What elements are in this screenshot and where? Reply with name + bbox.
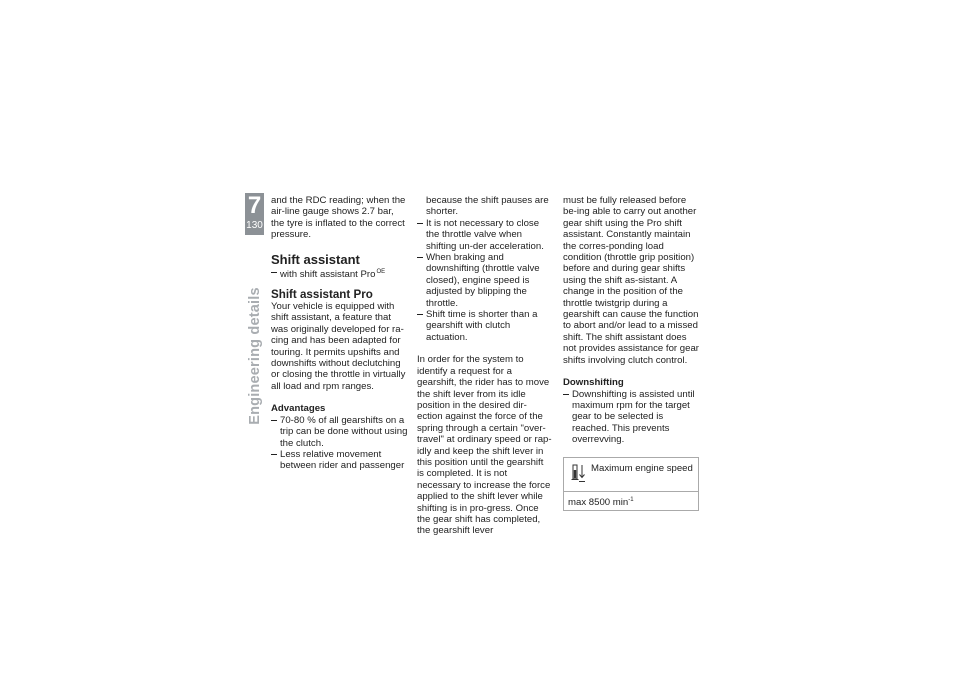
option-text: with shift assistant Pro xyxy=(280,268,376,280)
chapter-side-title xyxy=(244,287,266,425)
description-paragraph: Your vehicle is equipped with shift assistant, a feature that was originally developed for ra-cing and has been adapted for touring. It permits upshifts and downshifts without declutching or closing the throttle in virtually all load and rpm ranges. xyxy=(271,301,406,392)
downshifting-list xyxy=(563,389,701,446)
release-paragraph: must be fully released before be-ing able to carry out another gear shift using the Pro shift assistant. Constantly maintain the corres-ponding load condition (throttle grip position) before and during gear shifts using the shift as-sistant. A change in the position of the throttle twistgrip during a gearshift can cause the function to abort and/or lead to a missed shift. The shift assistant does not provides assistance for gear shifts involving clutch control. xyxy=(563,195,699,366)
spec-table xyxy=(563,457,699,511)
spec-table-header xyxy=(564,458,698,492)
chapter-number: 7 xyxy=(247,192,262,219)
list-item: It is not necessary to close the throttle valve when shifting un-der acceleration. xyxy=(417,218,552,252)
chapter-side-title-text: Engineering details xyxy=(247,287,263,425)
chapter-tab xyxy=(245,193,264,235)
downshifting-heading: Downshifting xyxy=(563,377,624,389)
section-heading: Shift assistant xyxy=(271,251,360,267)
spec-value-text: max 8500 min xyxy=(568,496,629,508)
advantages-list-continued xyxy=(417,218,552,343)
column-3 xyxy=(563,195,701,511)
spec-label: Maximum engine speed xyxy=(591,462,693,474)
subsection-heading: Shift assistant Pro xyxy=(271,288,373,302)
list-item: Shift time is shorter than a gearshift with clutch actuation. xyxy=(417,309,552,343)
list-item: 70-80 % of all gearshifts on a trip can be done without using the clutch. xyxy=(271,415,409,449)
list-item: When braking and downshifting (throttle valve closed), engine speed is adjusted by blipping the throttle. xyxy=(417,252,552,309)
list-item: Downshifting is assisted until maximum rpm for the target gear to be selected is reached. This prevents overrevving. xyxy=(563,389,701,446)
column-2 xyxy=(417,195,552,537)
spec-value xyxy=(564,492,698,510)
advantages-list xyxy=(271,415,409,472)
page-number: 130 xyxy=(246,220,263,231)
intro-paragraph: and the RDC reading; when the air-line gauge shows 2.7 bar, the tyre is inflated to the correct pressure. xyxy=(271,195,406,241)
advantages-heading: Advantages xyxy=(271,403,326,415)
list-item: Less relative movement between rider and passenger xyxy=(271,449,409,472)
option-list xyxy=(271,267,409,280)
option-item xyxy=(271,267,409,280)
spec-unit-exponent: -1 xyxy=(628,496,634,503)
column-1 xyxy=(271,195,409,472)
gearshift-paragraph: In order for the system to identify a request for a gearshift, the rider has to move the shift lever from its idle position in the desired dir-ection against the force of the spring through a certain "over-travel" at ordinary speed or rap-idly and keep the shift lever in this position until the gearshift is completed. It is not necessary to increase the force applied to the shift lever while shifting is in pro-gress. Once the gear shift has completed, the gearshift lever xyxy=(417,354,552,537)
oe-mark: OE xyxy=(376,268,386,275)
gear-shift-icon xyxy=(571,462,587,484)
continuation-text: because the shift pauses are shorter. xyxy=(426,195,549,218)
